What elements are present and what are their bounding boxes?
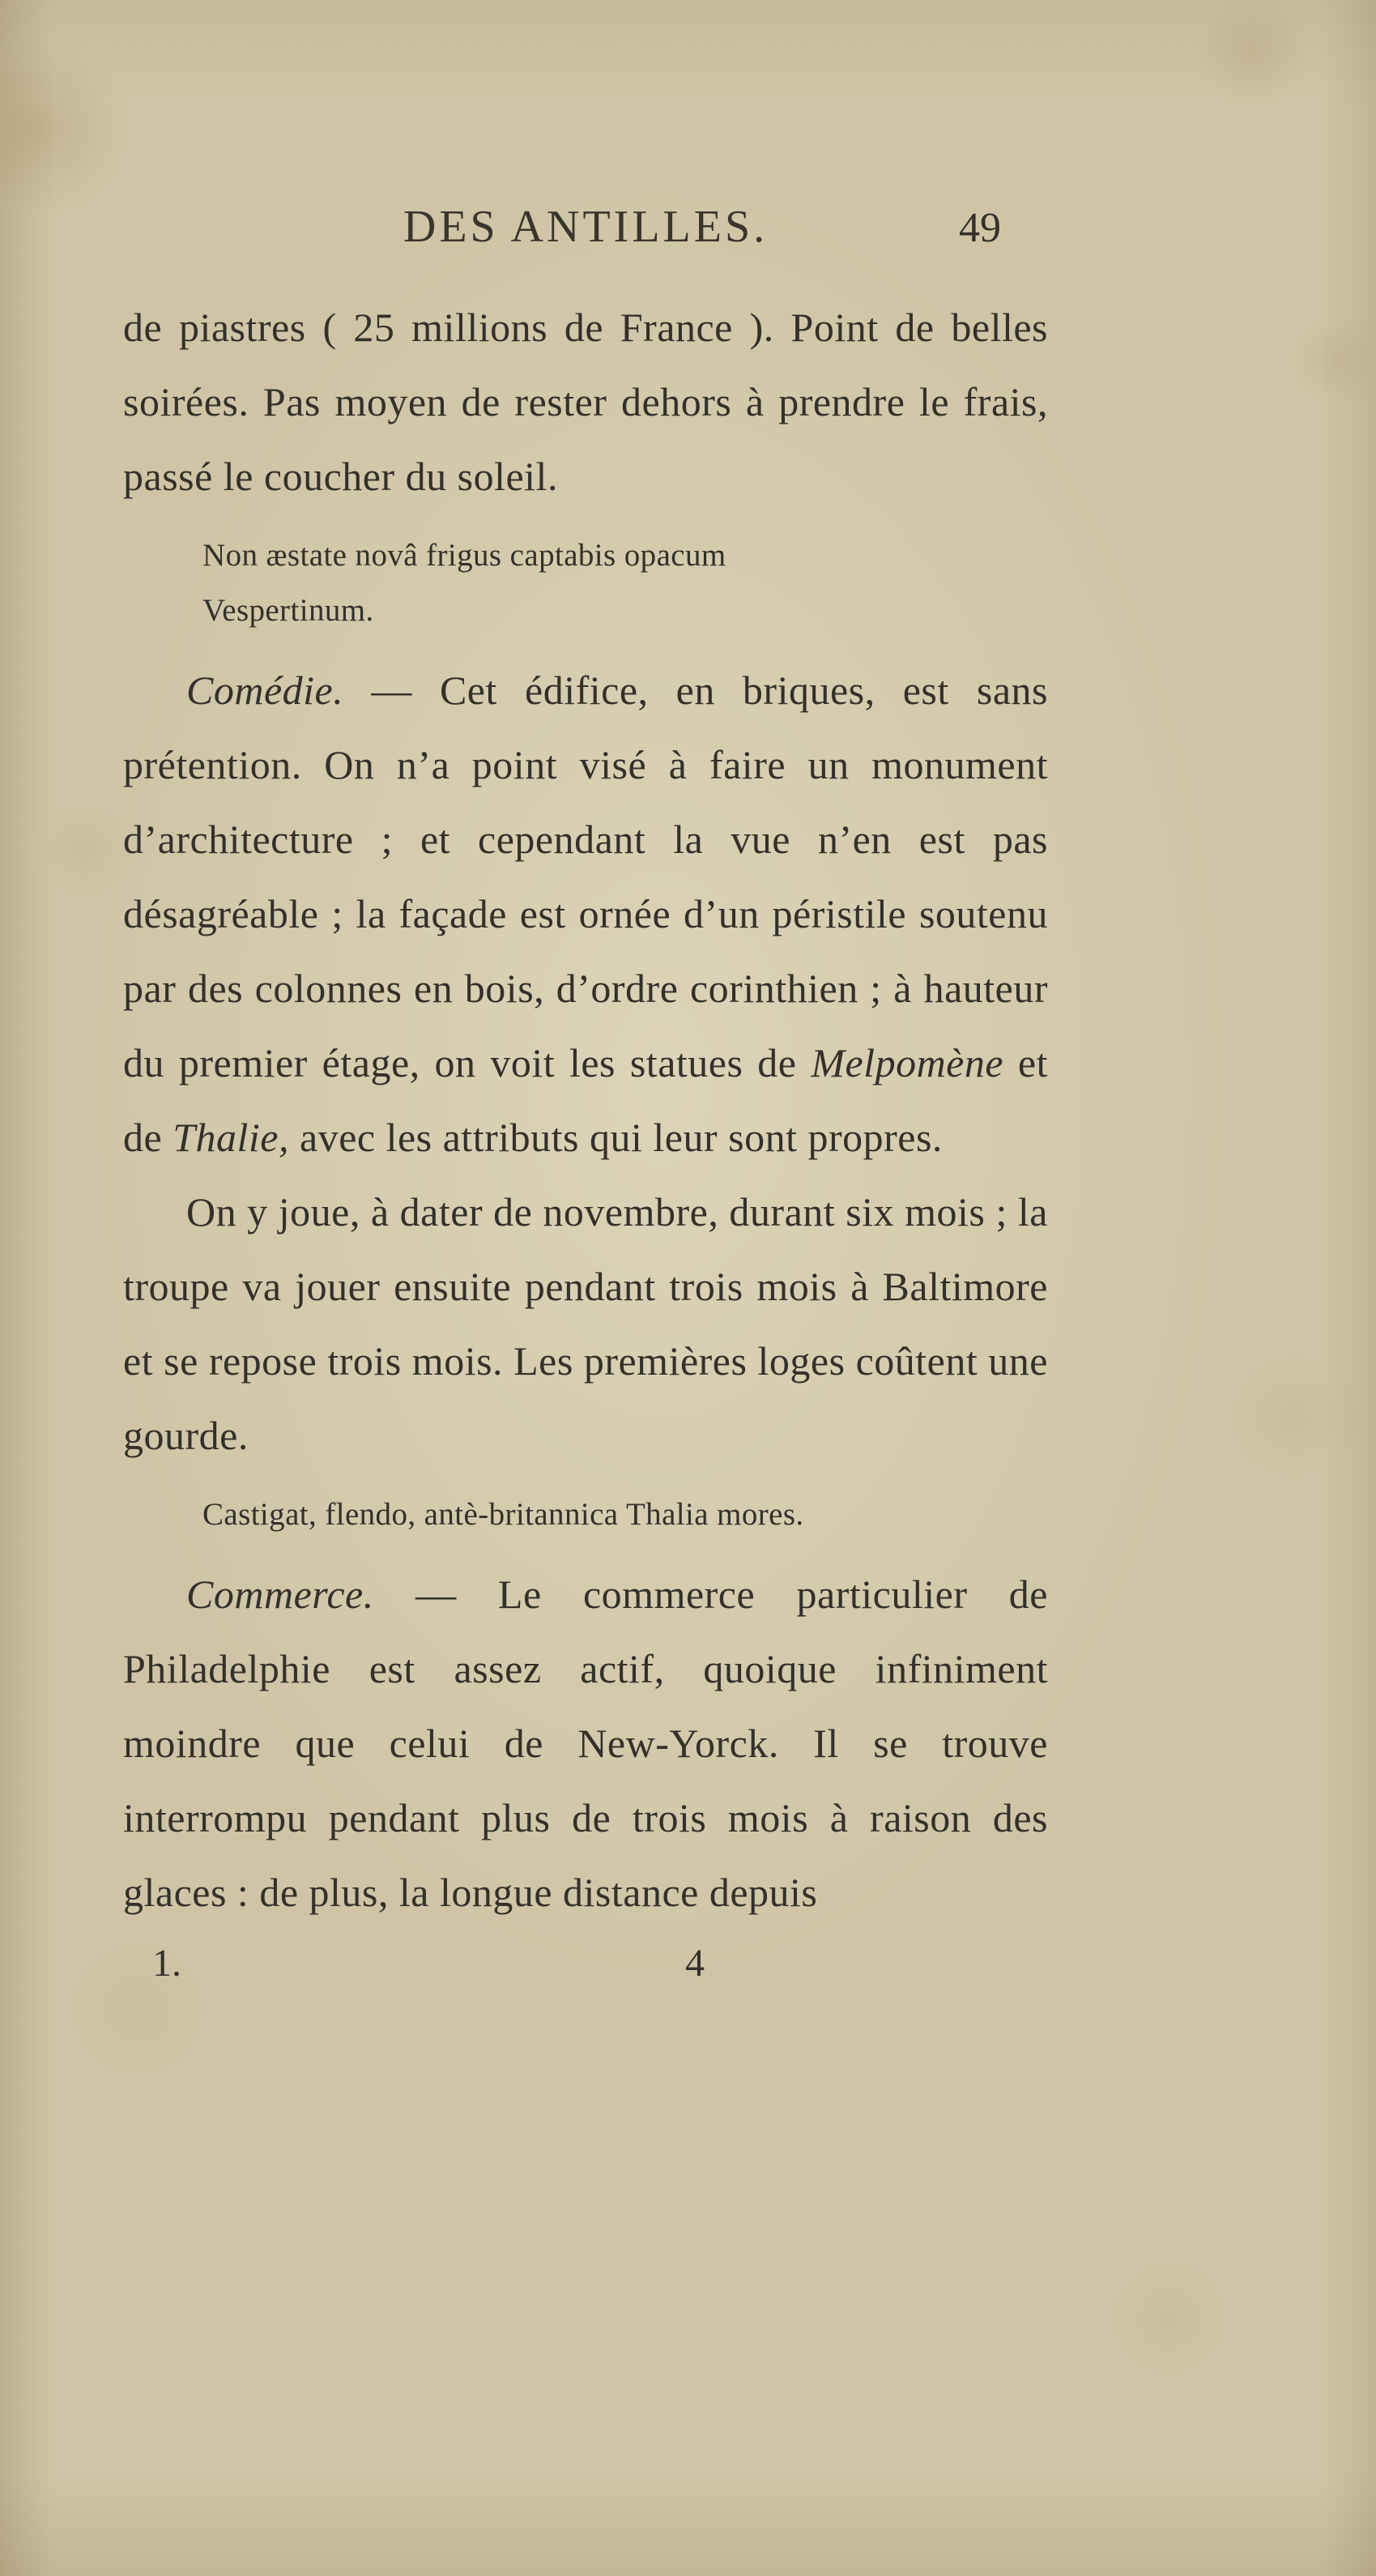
volume-number: 1. (152, 1942, 181, 1985)
italic-term-melpomene: Melpomène (811, 1040, 1004, 1085)
latin-quote-vergil (202, 528, 1048, 638)
latin-quote-castigat: Castigat, flendo, antè-britannica Thalia mores. (202, 1497, 804, 1532)
latin-quote-line: Vespertinum. (202, 593, 374, 628)
paragraph-text: et de (123, 1040, 1048, 1160)
latin-quote-line: Non æstate novâ frigus captabis opacum (202, 538, 726, 573)
paragraph-commerce (123, 1557, 1048, 1930)
page-header (123, 201, 1048, 279)
running-title: DES ANTILLES. (403, 202, 769, 252)
italic-term-thalie: Thalie, (173, 1115, 289, 1160)
paragraph-text: — Le commerce particulier de Philadelphie est assez actif, quoique infiniment moindre que celui de New-Yorck. Il se trouve interrompu pendant plus de trois mois à raison des glaces : de plus, la longue distance depuis (123, 1572, 1048, 1915)
paragraph-lead-word: Comédie. (186, 667, 344, 713)
signature-mark: 4 (685, 1942, 705, 1985)
page-footer (123, 1941, 1048, 2022)
paragraph-saison: On y joue, à dater de novembre, durant six mois ; la troupe va jouer ensuite pendant trois mois à Baltimore et se repose trois mois. Les premières loges coûtent une gourde. (123, 1189, 1048, 1458)
page-content (123, 201, 1048, 2022)
paragraph-text: avec les attributs qui leur sont propres. (289, 1115, 943, 1160)
paragraph-piastres: de piastres ( 25 millions de France ). Point de belles soirées. Pas moyen de rester dehors à prendre le frais, passé le coucher du soleil. (123, 305, 1048, 499)
paragraph-lead-word: Commerce. (186, 1572, 374, 1617)
paragraph-text: — Cet édifice, en briques, est sans prétention. On n’a point visé à faire un monument d’architecture ; et cependant la vue n’en est pas désagréable ; la façade est ornée d’un péristile soutenu par des colonnes en bois, d’ordre corinthien ; à hauteur du premier étage, on voit les statues de (123, 667, 1048, 1085)
page-number: 49 (959, 205, 1001, 251)
paragraph-comedie (123, 653, 1048, 1175)
